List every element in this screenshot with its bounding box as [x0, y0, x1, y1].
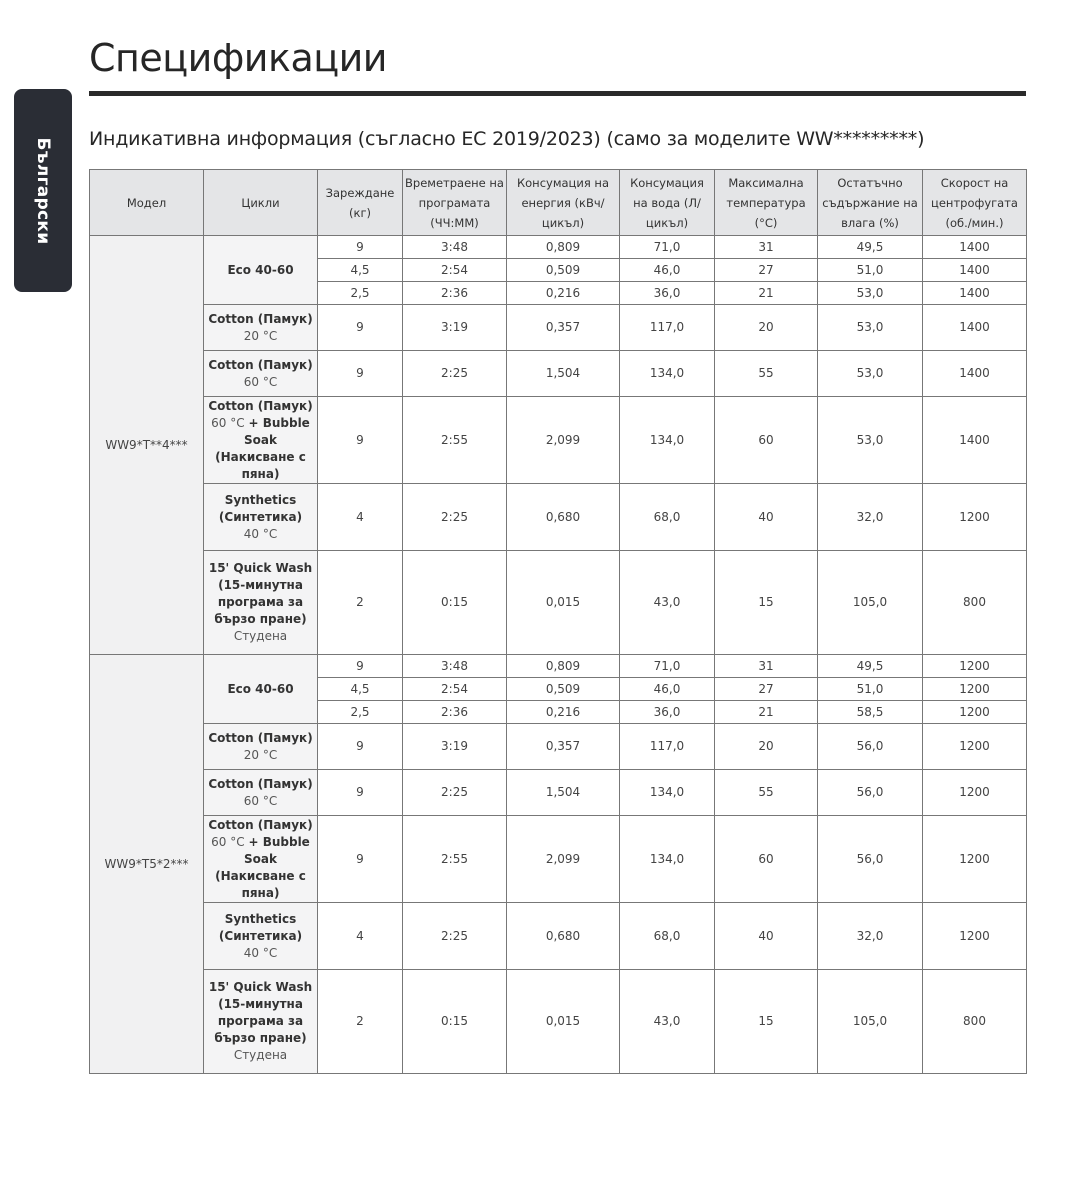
cell-energy: 0,357	[507, 305, 620, 351]
cell-load: 9	[318, 236, 403, 259]
cycle-cell	[204, 305, 318, 351]
cell-duration: 3:48	[403, 236, 507, 259]
cell-load: 9	[318, 397, 403, 484]
cycle-cell	[204, 484, 318, 551]
table-row	[90, 236, 1027, 259]
cell-max-temp: 20	[715, 305, 818, 351]
cell-duration: 2:55	[403, 397, 507, 484]
cell-water: 134,0	[620, 397, 715, 484]
cell-load: 9	[318, 816, 403, 903]
cell-spin-speed: 1400	[923, 259, 1027, 282]
table-row	[90, 816, 1027, 903]
cell-load: 9	[318, 351, 403, 397]
cell-max-temp: 55	[715, 351, 818, 397]
cell-moisture: 32,0	[818, 484, 923, 551]
cell-spin-speed: 1200	[923, 484, 1027, 551]
cycle-option: + Bubble Soak (Накисване с пяна)	[215, 834, 310, 900]
cell-spin-speed: 1400	[923, 305, 1027, 351]
spec-table	[89, 169, 1027, 1074]
table-body	[90, 236, 1027, 1074]
cell-energy: 0,357	[507, 724, 620, 770]
header-cycles: Цикли	[204, 170, 318, 236]
cell-max-temp: 21	[715, 282, 818, 305]
cell-load: 9	[318, 770, 403, 816]
header-load: Зареждане (кг)	[318, 170, 403, 236]
cell-moisture: 56,0	[818, 724, 923, 770]
table-header-row	[90, 170, 1027, 236]
cycle-name: Cotton (Памук)	[208, 311, 313, 326]
cell-load: 4	[318, 903, 403, 970]
cell-duration: 3:19	[403, 305, 507, 351]
cell-max-temp: 31	[715, 655, 818, 678]
cycle-temperature: 60 °C	[243, 374, 278, 389]
cycle-option: + Bubble Soak (Накисване с пяна)	[215, 415, 310, 481]
cell-moisture: 105,0	[818, 970, 923, 1074]
cell-load: 9	[318, 305, 403, 351]
page-title: Спецификации	[89, 36, 387, 80]
cell-moisture: 56,0	[818, 816, 923, 903]
cell-energy: 1,504	[507, 770, 620, 816]
cycle-temperature: 60 °C	[211, 415, 245, 430]
cell-duration: 3:48	[403, 655, 507, 678]
cell-moisture: 53,0	[818, 397, 923, 484]
cycle-temperature: 60 °C	[211, 834, 245, 849]
cell-moisture: 53,0	[818, 351, 923, 397]
cycle-cell	[204, 970, 318, 1074]
cell-water: 134,0	[620, 351, 715, 397]
cell-energy: 0,216	[507, 282, 620, 305]
cell-load: 2,5	[318, 701, 403, 724]
cycle-cell	[204, 351, 318, 397]
cell-spin-speed: 800	[923, 970, 1027, 1074]
cell-load: 9	[318, 655, 403, 678]
cell-water: 134,0	[620, 770, 715, 816]
cell-energy: 0,015	[507, 970, 620, 1074]
cell-duration: 3:19	[403, 724, 507, 770]
cell-spin-speed: 1400	[923, 236, 1027, 259]
cell-load: 4,5	[318, 678, 403, 701]
cycle-temperature: Студена	[233, 629, 288, 643]
cell-moisture: 105,0	[818, 551, 923, 655]
cell-duration: 2:25	[403, 770, 507, 816]
cycle-cell	[204, 903, 318, 970]
cell-max-temp: 40	[715, 903, 818, 970]
cell-water: 43,0	[620, 970, 715, 1074]
table-row	[90, 551, 1027, 655]
cell-max-temp: 60	[715, 397, 818, 484]
cycle-name: 15' Quick Wash (15-минутна програма за бързо пране)	[208, 980, 313, 1045]
cell-spin-speed: 1200	[923, 724, 1027, 770]
cycle-name: Cotton (Памук)	[208, 817, 313, 832]
cell-energy: 0,680	[507, 484, 620, 551]
cell-duration: 0:15	[403, 970, 507, 1074]
cell-moisture: 49,5	[818, 655, 923, 678]
cell-moisture: 32,0	[818, 903, 923, 970]
language-tab-label: Български	[33, 137, 53, 244]
cell-spin-speed: 1400	[923, 351, 1027, 397]
cell-spin-speed: 1200	[923, 903, 1027, 970]
table-row	[90, 305, 1027, 351]
table-row	[90, 655, 1027, 678]
cell-max-temp: 20	[715, 724, 818, 770]
language-tab	[14, 89, 72, 292]
cell-energy: 0,509	[507, 259, 620, 282]
table-row	[90, 724, 1027, 770]
header-spin-speed: Скорост на центрофугата (об./мин.)	[923, 170, 1027, 236]
cell-max-temp: 40	[715, 484, 818, 551]
table-row	[90, 903, 1027, 970]
table-row	[90, 970, 1027, 1074]
header-moisture: Остатъчно съдържание на влага (%)	[818, 170, 923, 236]
cell-spin-speed: 1200	[923, 816, 1027, 903]
cell-water: 46,0	[620, 678, 715, 701]
cell-max-temp: 60	[715, 816, 818, 903]
cell-max-temp: 27	[715, 259, 818, 282]
cell-max-temp: 15	[715, 551, 818, 655]
table-row	[90, 484, 1027, 551]
cycle-name: Eco 40-60	[227, 681, 294, 696]
cell-moisture: 53,0	[818, 282, 923, 305]
cell-spin-speed: 1200	[923, 701, 1027, 724]
header-model: Модел	[90, 170, 204, 236]
cell-spin-speed: 1200	[923, 770, 1027, 816]
header-max-temp: Максимална температура (°C)	[715, 170, 818, 236]
cycle-name: Synthetics (Синтетика)	[218, 492, 303, 524]
cycle-name: 15' Quick Wash (15-минутна програма за бързо пране)	[208, 561, 313, 626]
cycle-temperature: 60 °C	[243, 793, 278, 808]
cycle-name: Eco 40-60	[227, 262, 294, 277]
cell-spin-speed: 1400	[923, 282, 1027, 305]
cell-moisture: 58,5	[818, 701, 923, 724]
cell-spin-speed: 1200	[923, 678, 1027, 701]
cell-spin-speed: 800	[923, 551, 1027, 655]
cell-energy: 0,509	[507, 678, 620, 701]
header-duration: Времетраене на програмата (ЧЧ:ММ)	[403, 170, 507, 236]
cell-max-temp: 21	[715, 701, 818, 724]
cell-water: 36,0	[620, 701, 715, 724]
cycle-name: Synthetics (Синтетика)	[218, 911, 303, 943]
cell-duration: 2:55	[403, 816, 507, 903]
cycle-cell	[204, 655, 318, 724]
cell-max-temp: 15	[715, 970, 818, 1074]
cell-moisture: 51,0	[818, 678, 923, 701]
cell-duration: 2:36	[403, 282, 507, 305]
cell-water: 117,0	[620, 305, 715, 351]
cell-duration: 2:25	[403, 484, 507, 551]
cell-energy: 0,015	[507, 551, 620, 655]
cycle-temperature: Студена	[233, 1048, 288, 1062]
cycle-cell	[204, 397, 318, 484]
cycle-cell	[204, 724, 318, 770]
cycle-temperature: 40 °C	[243, 526, 278, 541]
model-cell: WW9*T**4***	[90, 236, 204, 655]
cell-energy: 2,099	[507, 397, 620, 484]
cell-load: 2,5	[318, 282, 403, 305]
cell-water: 68,0	[620, 484, 715, 551]
section-title: Индикативна информация (съгласно ЕС 2019/2023) (само за моделите WW*********)	[89, 128, 925, 150]
cell-moisture: 53,0	[818, 305, 923, 351]
cell-load: 4	[318, 484, 403, 551]
cycle-cell	[204, 551, 318, 655]
header-water: Консумация на вода (Л/цикъл)	[620, 170, 715, 236]
model-cell: WW9*T5*2***	[90, 655, 204, 1074]
cycle-cell	[204, 236, 318, 305]
cell-max-temp: 27	[715, 678, 818, 701]
cell-moisture: 56,0	[818, 770, 923, 816]
cell-duration: 2:25	[403, 351, 507, 397]
cell-duration: 0:15	[403, 551, 507, 655]
table-row	[90, 397, 1027, 484]
table-row	[90, 770, 1027, 816]
cell-moisture: 49,5	[818, 236, 923, 259]
cell-energy: 0,680	[507, 903, 620, 970]
cycle-cell	[204, 770, 318, 816]
cell-load: 4,5	[318, 259, 403, 282]
cell-water: 71,0	[620, 655, 715, 678]
cycle-name: Cotton (Памук)	[208, 776, 313, 791]
cell-water: 46,0	[620, 259, 715, 282]
cell-energy: 0,809	[507, 236, 620, 259]
cell-energy: 0,216	[507, 701, 620, 724]
cell-duration: 2:36	[403, 701, 507, 724]
cycle-cell	[204, 816, 318, 903]
cell-water: 68,0	[620, 903, 715, 970]
cell-duration: 2:54	[403, 259, 507, 282]
cell-load: 2	[318, 551, 403, 655]
cycle-temperature: 20 °C	[243, 747, 278, 762]
cycle-name: Cotton (Памук)	[208, 398, 313, 413]
title-divider	[89, 91, 1026, 96]
table-row	[90, 351, 1027, 397]
cell-max-temp: 31	[715, 236, 818, 259]
cycle-temperature: 40 °C	[243, 945, 278, 960]
cell-water: 43,0	[620, 551, 715, 655]
cell-water: 36,0	[620, 282, 715, 305]
cell-water: 134,0	[620, 816, 715, 903]
cell-energy: 0,809	[507, 655, 620, 678]
cell-load: 2	[318, 970, 403, 1074]
cell-spin-speed: 1200	[923, 655, 1027, 678]
cycle-name: Cotton (Памук)	[208, 357, 313, 372]
cell-energy: 2,099	[507, 816, 620, 903]
cell-spin-speed: 1400	[923, 397, 1027, 484]
cell-energy: 1,504	[507, 351, 620, 397]
cycle-temperature: 20 °C	[243, 328, 278, 343]
cell-duration: 2:54	[403, 678, 507, 701]
cycle-name: Cotton (Памук)	[208, 730, 313, 745]
cell-load: 9	[318, 724, 403, 770]
cell-water: 71,0	[620, 236, 715, 259]
cell-water: 117,0	[620, 724, 715, 770]
cell-duration: 2:25	[403, 903, 507, 970]
header-energy: Консумация на енергия (кВч/цикъл)	[507, 170, 620, 236]
cell-max-temp: 55	[715, 770, 818, 816]
cell-moisture: 51,0	[818, 259, 923, 282]
